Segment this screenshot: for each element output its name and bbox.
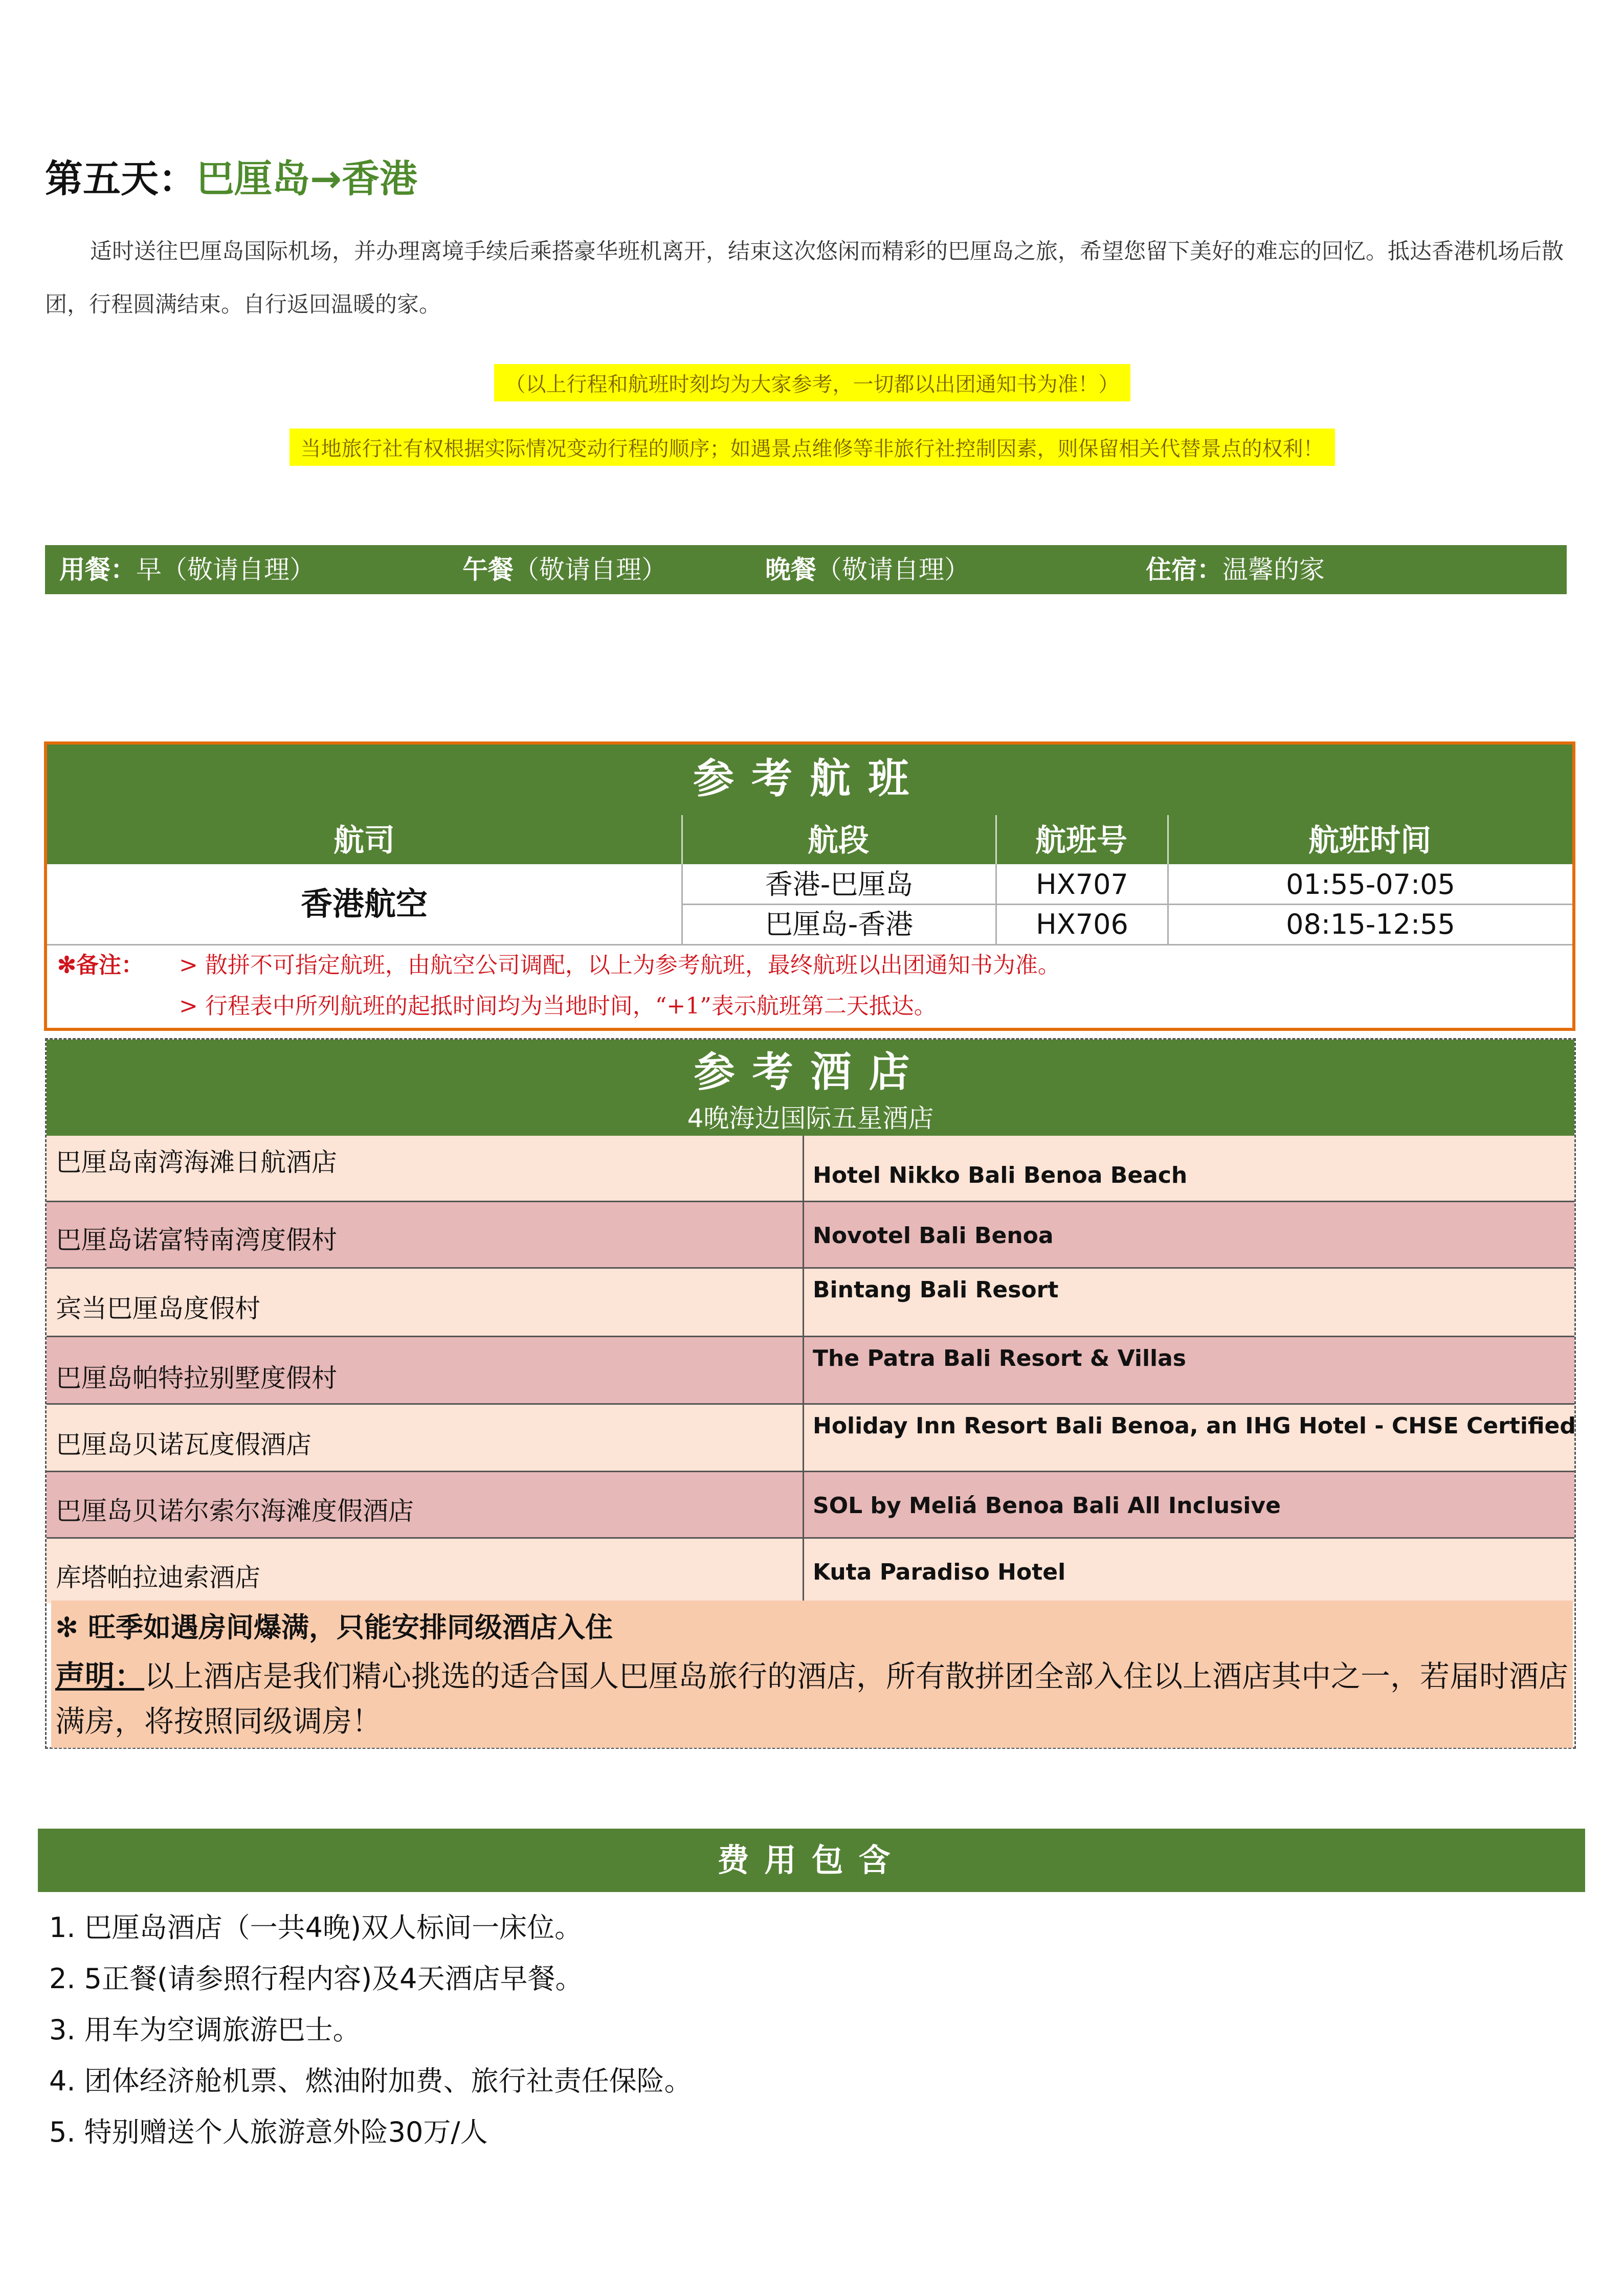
remark-label: ✻备注：: [57, 952, 144, 978]
notice-schedule-text: （以上行程和航班时刻均为大家参考，一切都以出团通知书为准！）: [494, 364, 1130, 401]
flight-row-segment: 巴厘岛-香港: [765, 908, 914, 940]
meals-bar: [45, 545, 1567, 594]
meal-lunch: 午餐（敬请自理）: [462, 555, 667, 584]
hotel-declaration: [55, 1654, 1569, 1744]
fee-item: 2. 5正餐(请参照行程内容)及4天酒店早餐。: [49, 1963, 583, 1995]
hotel-name-zh: 巴厘岛贝诺尔索尔海滩度假酒店: [56, 1496, 414, 1526]
hotel-row: [47, 1269, 1574, 1337]
notice-schedule: [0, 364, 1624, 401]
airline-name: 香港航空: [300, 885, 428, 922]
notice-agency-text: 当地旅行社有权根据实际情况变动行程的顺序；如遇景点维修等非旅行社控制因素，则保留相关代替景点的权利！: [290, 429, 1335, 466]
hotel-row: [47, 1539, 1574, 1603]
hotel-name-zh: 巴厘岛诺富特南湾度假村: [56, 1225, 337, 1255]
day-title: [45, 153, 417, 205]
flight-row-time: 01:55-07:05: [1286, 868, 1455, 901]
declaration-text: 以上酒店是我们精心挑选的适合国人巴厘岛旅行的酒店，所有散拼团全部入住以上酒店其中之一，若届时酒店满房，将按照同级调房！: [55, 1659, 1569, 1739]
hotel-table-subtitle: 4晚海边国际五星酒店: [687, 1104, 934, 1133]
declaration-label: 声明：: [55, 1659, 145, 1694]
hotel-row: [47, 1202, 1574, 1269]
hotel-row: [47, 1136, 1574, 1202]
hotel-note: [51, 1601, 1573, 1748]
hotel-name-zh: 宾当巴厘岛度假村: [56, 1294, 260, 1323]
header-airline: 航司: [333, 823, 395, 859]
hotel-name-en: Bintang Bali Resort: [813, 1277, 1059, 1303]
flight-row-segment: 香港-巴厘岛: [765, 868, 914, 901]
hotel-warning: ✻ 旺季如遇房间爆满，只能安排同级酒店入住: [55, 1611, 613, 1644]
flight-table-header: [47, 815, 1572, 864]
flight-row-time: 08:15-12:55: [1286, 908, 1455, 940]
meal-breakfast: 用餐：早（敬请自理）: [59, 555, 315, 584]
hotel-name-en: Holiday Inn Resort Bali Benoa, an IHG Hotel - CHSE Certified: [813, 1413, 1576, 1439]
hotel-name-en: Novotel Bali Benoa: [813, 1223, 1054, 1249]
fee-item: 3. 用车为空调旅游巴士。: [49, 2014, 361, 2046]
notice-agency: [0, 429, 1624, 466]
remark-line: > 散拼不可指定航班，由航空公司调配，以上为参考航班，最终航班以出团通知书为准。: [179, 952, 1060, 978]
day-title-route: 巴厘岛→香港: [196, 157, 418, 201]
hotel-row: [47, 1337, 1574, 1405]
hotel-row: [47, 1472, 1574, 1539]
hotel-name-en: Kuta Paradiso Hotel: [813, 1559, 1066, 1585]
hotel-name-zh: 巴厘岛南湾海滩日航酒店: [56, 1147, 337, 1177]
hotel-name-en: The Patra Bali Resort & Villas: [813, 1345, 1186, 1371]
meal-stay: 住宿：温馨的家: [1146, 555, 1325, 584]
fee-item: 4. 团体经济舱机票、燃油附加费、旅行社责任保险。: [49, 2065, 692, 2097]
hotel-row: [47, 1405, 1574, 1472]
day-intro: 适时送往巴厘岛国际机场，并办理离境手续后乘搭豪华班机离开，结束这次悠闲而精彩的巴厘岛之旅，希望您留下美好的难忘的回忆。抵达香港机场后散团，行程圆满结束。自行返回温暖的家。: [45, 239, 1564, 318]
fee-item: 5. 特别赠送个人旅游意外险30万/人: [49, 2116, 488, 2148]
flight-row-number: HX707: [1036, 868, 1128, 901]
header-time: 航班时间: [1308, 823, 1431, 859]
remark-line: > 行程表中所列航班的起抵时间均为当地时间，“+1”表示航班第二天抵达。: [179, 993, 937, 1019]
hotel-name-zh: 巴厘岛帕特拉别墅度假村: [56, 1363, 337, 1393]
hotel-name-zh: 库塔帕拉迪索酒店: [56, 1563, 260, 1592]
meal-dinner: 晚餐（敬请自理）: [765, 555, 970, 584]
hotel-name-en: Hotel Nikko Bali Benoa Beach: [813, 1162, 1188, 1188]
fees-title: 费用包含: [38, 1829, 1585, 1892]
fee-item: 1. 巴厘岛酒店（一共4晚)双人标间一床位。: [49, 1911, 583, 1944]
header-flight-no: 航班号: [1035, 823, 1127, 859]
hotel-name-en: SOL by Meliá Benoa Bali All Inclusive: [813, 1493, 1281, 1519]
hotel-table-title: 参考酒店: [694, 1048, 927, 1096]
header-segment: 航段: [808, 823, 869, 859]
fees-list: [49, 1902, 692, 2158]
day-title-prefix: 第五天：: [45, 157, 196, 201]
hotel-table-header: [47, 1040, 1574, 1136]
flight-table-title: 参考航班: [47, 745, 1572, 815]
hotel-name-zh: 巴厘岛贝诺瓦度假酒店: [56, 1430, 312, 1459]
flight-row-number: HX706: [1036, 908, 1128, 940]
